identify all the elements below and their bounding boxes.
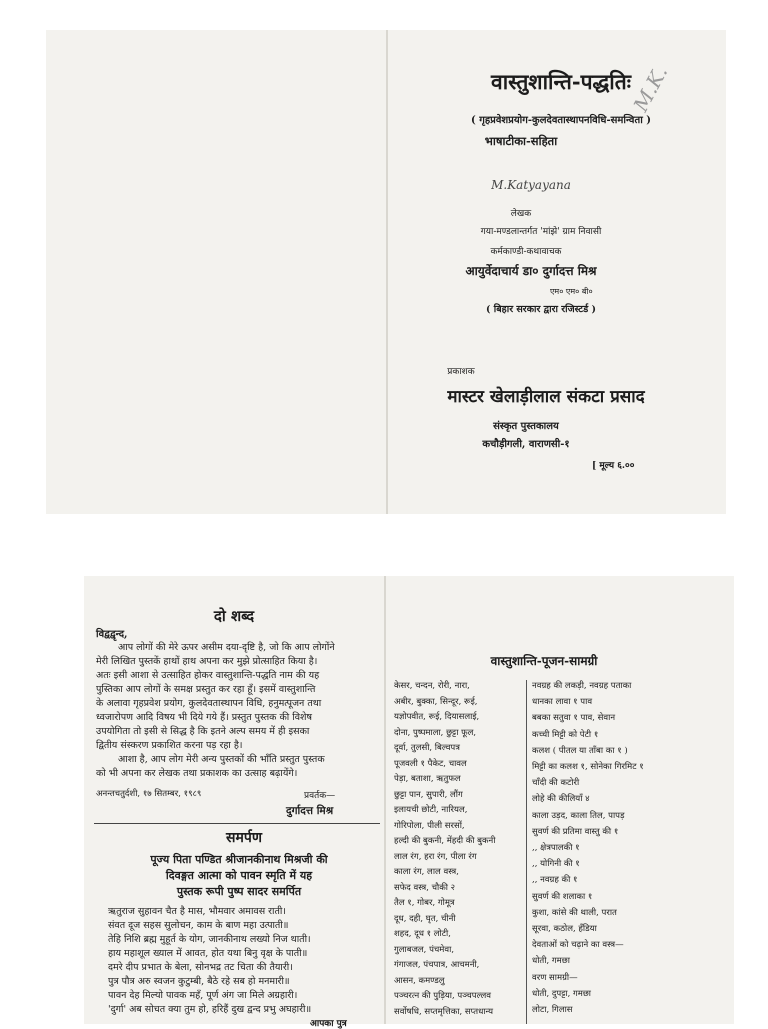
samagri-item: पूजवली १ पैकेट, चावल <box>394 758 467 769</box>
margin-scribble-text: M.K. <box>628 61 673 116</box>
verse-line: ऋतुराज सुहावन चैत है मास, भौमवार अमावस राती। <box>108 906 286 917</box>
samagri-item: सुवर्ण की प्रतिमा वास्तु की १ <box>532 826 619 837</box>
book-title: वास्तुशान्ति-पद्धतिः <box>491 69 631 94</box>
verse-line: हाय महाशूल ख्याल में आवत, होत यथा बिनु वृक्ष के पाती॥ <box>108 948 308 959</box>
samagri-item: बबका सतुवा १ पाव, सेवान <box>532 713 616 724</box>
samagri-item: कलश ( पीतल या ताँबा का १ ) <box>532 745 628 756</box>
do-shabd-line: अतः इसी आशा से उत्साहित होकर वास्तुशान्ति-पद्धति नाम की यह <box>96 670 320 681</box>
publisher-sub: संस्कृत पुस्तकालय <box>493 421 559 432</box>
samagri-item: छुट्टा पान, सुपारी, लौंग <box>394 789 463 800</box>
samagri-item: दूध, दही, घृत, चीनी <box>394 913 456 924</box>
samagri-item: हल्दी की बुकनी, मेंहदी की बुकनी <box>394 836 496 846</box>
samagri-item: सफेद वस्त्र, चौकी २ <box>394 882 456 893</box>
samagri-item: धानका लावा १ पाव <box>532 697 593 708</box>
samagri-item: कुशा, कांसे की थाली, परात <box>532 907 617 918</box>
samagri-item: मिट्टी का कलश १, सोनेका गिरमिट १ <box>532 762 644 772</box>
author-label: लेखक <box>510 209 532 219</box>
publisher-label: प्रकाशक <box>447 367 475 377</box>
verse-line: 'दुर्गा' अब सोचत क्या तुम हो, हरिहैं दुख द्वन्द प्रभु अघहारी॥ <box>108 1004 312 1015</box>
samagri-item: तैल १, गोबर, गोमूत्र <box>394 898 455 908</box>
column-divider <box>526 680 527 1024</box>
publisher-address: कचौड़ीगली, वाराणसी-१ <box>482 439 570 450</box>
do-shabd-line: मेरी लिखित पुस्तकें हाथों हाथ अपना कर मुझे प्रोत्साहित किया है। <box>96 656 318 667</box>
verse-line: पुत्र पौत्र अरु स्वजन कुटुम्बी, बैठे रहे सब हो मनमारी॥ <box>108 976 290 987</box>
pravartak-label: प्रवर्तक— <box>304 791 336 801</box>
samagri-item: धोती, दुपट्टा, गमछा <box>532 988 592 999</box>
commentary-line: भाषाटीका-सहिता <box>484 134 558 148</box>
samarpan-heading: समर्पण <box>226 830 262 846</box>
samagri-item: कच्ची मिट्टी को पेटी १ <box>532 729 599 740</box>
do-shabd-line: उपयोगिता तो इसी से सिद्ध है कि इतने अल्प समय में ही इसका <box>96 726 310 737</box>
section-divider <box>94 823 380 824</box>
do-shabd-line: आशा है, आप लोग मेरी अन्य पुस्तकों की भाँति प्रस्तुत पुस्तक <box>118 754 325 765</box>
samagri-item: गुलाबजल, पंचमेवा, <box>394 944 455 955</box>
author-origin: गया-मण्डलान्तर्गत 'मांझे' ग्राम निवासी <box>480 227 602 237</box>
author-name: आयुर्वेदाचार्य डा० दुर्गादत्त मिश्र <box>465 264 597 278</box>
verse-line: पावन देह मिल्यो पावक महँ, पूर्ण अंग जा मिले अग्रहारी। <box>108 990 298 1001</box>
samagri-item: लोहे की कीलियाँ ४ <box>532 794 590 805</box>
samagri-item: आसन, कमण्डलु <box>394 975 445 986</box>
samagri-item: ,, नवग्रह की १ <box>532 875 578 886</box>
do-shabd-line: ध्वजारोपण आदि विषय भी दिये गये हैं। प्रस्तुत पुस्तक की विशेष <box>96 712 312 723</box>
samagri-item: गोरिपोला, पीली सरसों, <box>394 820 465 831</box>
samagri-item: दोना, पुष्पमाला, छुट्टा फूल, <box>394 727 477 738</box>
price-tag: [ मूल्य ६.०० <box>592 461 635 471</box>
samagri-item: गंगाजल, पंचपात्र, आचमनी, <box>394 960 480 970</box>
do-shabd-line: आप लोगों की मेरे ऊपर असीम दया-दृष्टि है, जो कि आप लोगोंने <box>118 642 335 653</box>
samagri-item: नवग्रह की लकड़ी, नवग्रह पताका <box>532 681 632 691</box>
signer-name: दुर्गादत्त मिश्र <box>286 805 334 817</box>
samagri-item: सूरवा, कठोल, हँडिया <box>532 924 597 934</box>
author-degree: एम० एम० बी० <box>550 287 593 296</box>
samagri-item: इलायची छोटी, नारियल, <box>394 805 468 815</box>
dedication-line: पूज्य पिता पण्डित श्रीजानकीनाथ मिश्रजी की <box>150 853 328 866</box>
book-subtitle: ( गृहप्रवेशप्रयोग-कुलदेवतास्थापनविधि-समन्विता ) <box>470 115 651 126</box>
samagri-left-column <box>394 680 524 1024</box>
dedication-line: दिवङ्गत आत्मा को पावन स्मृति में यह <box>165 869 313 882</box>
samagri-item: पेड़ा, बताशा, ऋतुफल <box>394 774 461 784</box>
verse-line: दमरे दीप प्रभात के बेला, सोनभद्र तट चिता की तैयारी। <box>108 962 293 973</box>
do-shabd-date: अनन्तचतुर्दशी, १७ सितम्बर, १९८९ <box>96 789 202 799</box>
samagri-item: शहद, दूध १ लोटी, <box>394 929 451 939</box>
samagri-item: सर्वोषधि, सप्तमृत्तिका, सप्तधान्य <box>394 1006 493 1017</box>
margin-scribble <box>618 50 688 130</box>
samagri-item: काला उड़द, काला तिल, पापड़ <box>532 810 625 821</box>
dedication-verse <box>108 904 383 1024</box>
samagri-item: यज्ञोपवीत, रूई, दियासलाई, <box>394 712 480 722</box>
samagri-item: अबीर, बुक्का, सिन्दूर, रूई, <box>394 696 478 707</box>
samagri-item: देवताओं को चढ़ाने का वस्त्र— <box>532 940 624 951</box>
samagri-item: पञ्चरत्न की पुड़िया, पञ्चपल्लव <box>394 991 491 1001</box>
publisher-name: मास्टर खेलाड़ीलाल संकटा प्रसाद <box>447 387 645 407</box>
do-shabd-line: द्वितीय संस्करण प्रकाशित करना पड़ रहा है। <box>96 740 243 751</box>
verse-line: संवत दूज सहस सुलोचन, काम के बाण महा उत्पाती॥ <box>108 920 289 931</box>
samarpan-footer: आपका पुत्र <box>310 1019 347 1029</box>
samagri-item: केसर, चन्दन, रोरी, नारा, <box>394 681 470 691</box>
do-shabd-line: पुस्तिका आप लोगों के समक्ष प्रस्तुत कर रहा हूँ। इसमें वास्तुशान्ति <box>96 684 316 695</box>
samagri-item: धोती, गमछा <box>532 956 570 967</box>
verse-line: तेहि निशि ब्रह्म मुहूर्त के योग, जानकीनाथ लख्यो निज थाती। <box>108 934 311 945</box>
samagri-item: ,, क्षेत्रपालकी १ <box>532 843 580 853</box>
samagri-item: लोटा, गिलास <box>532 1005 573 1015</box>
salutation: विद्वद्वृन्द, <box>96 629 128 640</box>
registration-note: ( बिहार सरकार द्वारा रजिस्टर्ड ) <box>486 304 596 315</box>
do-shabd-heading: दो शब्द <box>213 607 255 625</box>
page-fold <box>386 30 388 514</box>
do-shabd-line: को भी अपना कर लेखक तथा प्रकाशक का उत्साह बढ़ायेंगे। <box>96 768 298 779</box>
do-shabd-line: के अलावा गृहप्रवेश प्रयोग, कुलदेवतास्थापन विधि, हनुमत्पूजन तथा <box>96 698 322 709</box>
samagri-item: लाल रंग, हरा रंग, पीला रंग <box>394 851 477 862</box>
inner-pages-scan <box>84 576 734 1029</box>
samagri-item: सुवर्ण की शलाका १ <box>532 891 593 902</box>
dedication-line: पुस्तक रूपी पुष्प सादर समर्पित <box>176 885 302 898</box>
samagri-item: चाँदी की कटोरी <box>532 778 580 789</box>
samagri-item: वरण सामग्री— <box>532 972 578 983</box>
title-page-scan <box>46 30 726 514</box>
do-shabd-body <box>96 640 382 780</box>
author-role: कर्मकाण्डी-कथावाचक <box>490 247 562 257</box>
samagri-heading: वास्तुशान्ति-पूजन-सामग्री <box>490 654 598 668</box>
samagri-item: काला रंग, लाल वस्त्र, <box>394 867 459 877</box>
samagri-right-column <box>532 680 732 1024</box>
owner-signature: M.Katyayana <box>491 178 571 192</box>
samagri-item: ,, योगिनी की १ <box>532 859 580 870</box>
samagri-item: दूर्वा, तुलसी, बिल्वपत्र <box>394 743 460 753</box>
page-fold <box>384 576 386 1024</box>
